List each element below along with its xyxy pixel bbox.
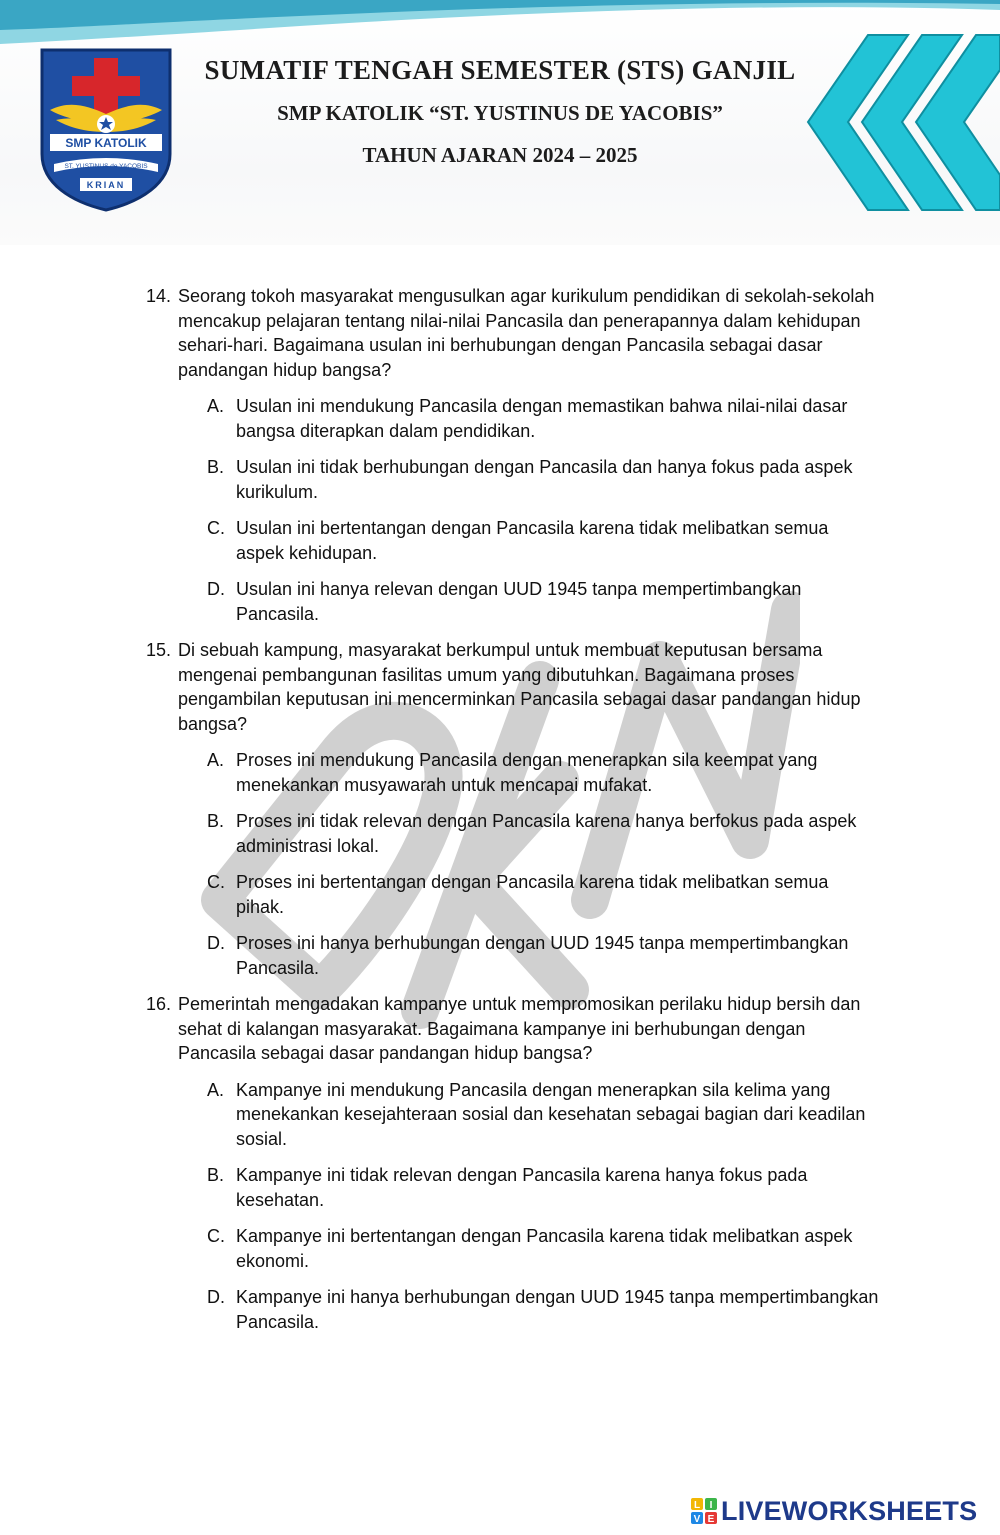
svg-text:V: V: [693, 1514, 701, 1525]
svg-text:E: E: [707, 1514, 715, 1525]
question-number: 15.: [146, 640, 172, 660]
option-letter: A.: [207, 750, 225, 770]
question-number: 16.: [146, 994, 172, 1014]
option-text: Kampanye ini bertentangan dengan Pancasila karena tidak melibatkan aspek ekonomi.: [236, 1226, 853, 1271]
option-letter: A.: [207, 1079, 225, 1100]
crest-text-bottom: KRIAN: [86, 180, 126, 190]
option-letter: B.: [207, 811, 225, 831]
crest-text-middle: ST. YUSTINUS de YACOBIS: [64, 163, 148, 170]
question-16: [0, 992, 1000, 1334]
academic-year: TAHUN AJARAN 2024 – 2025: [362, 143, 638, 167]
option-text: Kampanye ini mendukung Pancasila dengan menerapkan sila kelima yang menekankan kesejahteraan sosial dan kesehatan sebagai bagian dari keadilan sosial.: [236, 1079, 866, 1149]
option-a[interactable]: [0, 394, 1000, 443]
liveworksheets-brand[interactable]: [690, 1494, 977, 1528]
option-text: Proses ini hanya berhubungan dengan UUD 1945 tanpa mempertimbangkan Pancasila.: [236, 933, 849, 978]
option-c[interactable]: [0, 870, 1000, 919]
option-text: Proses ini bertentangan dengan Pancasila karena tidak melibatkan semua pihak.: [236, 872, 829, 917]
question-15: [0, 638, 1000, 980]
option-c[interactable]: [0, 1224, 1000, 1273]
option-letter: C.: [207, 1226, 225, 1246]
option-letter: C.: [207, 872, 225, 892]
answer-options: [0, 748, 1000, 980]
brand-text: LIVEWORKSHEETS: [721, 1495, 978, 1526]
page-header: [0, 0, 1000, 245]
option-c[interactable]: [0, 516, 1000, 565]
question-text: Seorang tokoh masyarakat mengusulkan agar kurikulum pendidikan di sekolah-sekolah mencakup pelajaran tentang nilai-nilai Pancasila dan penerapannya dalam kehidupan sehari-hari. Bagaimana usulan ini berhubungan dengan Pancasila sebagai dasar pandangan hidup bangsa?: [178, 286, 875, 380]
option-d[interactable]: [0, 577, 1000, 626]
option-letter: C.: [207, 518, 225, 538]
svg-text:L: L: [693, 1500, 701, 1511]
option-letter: A.: [207, 396, 225, 416]
school-name: SMP KATOLIK “ST. YUSTINUS DE YACOBIS”: [277, 101, 723, 125]
option-letter: B.: [207, 457, 225, 477]
exam-title: SUMATIF TENGAH SEMESTER (STS) GANJIL: [204, 55, 796, 85]
option-text: Kampanye ini hanya berhubungan dengan UUD 1945 tanpa mempertimbangkan Pancasila.: [236, 1287, 879, 1332]
question-list: [0, 284, 1000, 1346]
chevron-decoration-icon: [790, 30, 1000, 215]
svg-text:I: I: [709, 1500, 713, 1511]
option-text: Kampanye ini tidak relevan dengan Pancasila karena hanya fokus pada kesehatan.: [236, 1165, 808, 1210]
option-text: Usulan ini mendukung Pancasila dengan memastikan bahwa nilai-nilai dasar bangsa diterapkan dalam pendidikan.: [236, 396, 848, 441]
option-letter: D.: [207, 579, 225, 599]
answer-options: [0, 1078, 1000, 1335]
option-d[interactable]: [0, 1285, 1000, 1334]
option-text: Proses ini tidak relevan dengan Pancasila karena hanya berfokus pada aspek administrasi lokal.: [236, 811, 857, 856]
question-number: 14.: [146, 286, 172, 306]
option-b[interactable]: [0, 1163, 1000, 1212]
option-letter: D.: [207, 933, 225, 953]
option-text: Usulan ini tidak berhubungan dengan Pancasila dan hanya fokus pada aspek kurikulum.: [236, 457, 853, 502]
question-text: Pemerintah mengadakan kampanye untuk mempromosikan perilaku hidup bersih dan sehat di kalangan masyarakat. Bagaimana kampanye ini berhubungan dengan Pancasila sebagai dasar pandangan hidup bangsa?: [178, 994, 861, 1063]
option-b[interactable]: [0, 809, 1000, 858]
option-d[interactable]: [0, 931, 1000, 980]
option-text: Usulan ini hanya relevan dengan UUD 1945 tanpa mempertimbangkan Pancasila.: [236, 579, 802, 624]
option-letter: D.: [207, 1287, 225, 1307]
liveworksheets-logo-icon: [690, 1497, 718, 1525]
crest-text-top: SMP KATOLIK: [65, 136, 147, 150]
option-b[interactable]: [0, 455, 1000, 504]
question-14: [0, 284, 1000, 626]
question-text: Di sebuah kampung, masyarakat berkumpul untuk membuat keputusan bersama mengenai pembangunan fasilitas umum yang dibutuhkan. Bagaimana proses pengambilan keputusan ini mencerminkan Pancasila sebagai dasar pandangan hidup bangsa?: [178, 640, 861, 734]
option-a[interactable]: [0, 1078, 1000, 1152]
school-crest-logo: [36, 44, 176, 212]
option-text: Proses ini mendukung Pancasila dengan menerapkan sila keempat yang menekankan musyawarah untuk mencapai mufakat.: [236, 750, 818, 795]
option-a[interactable]: [0, 748, 1000, 797]
option-letter: B.: [207, 1165, 225, 1185]
option-text: Usulan ini bertentangan dengan Pancasila karena tidak melibatkan semua aspek kehidupan.: [236, 518, 829, 563]
header-titles: [170, 52, 830, 172]
answer-options: [0, 394, 1000, 626]
